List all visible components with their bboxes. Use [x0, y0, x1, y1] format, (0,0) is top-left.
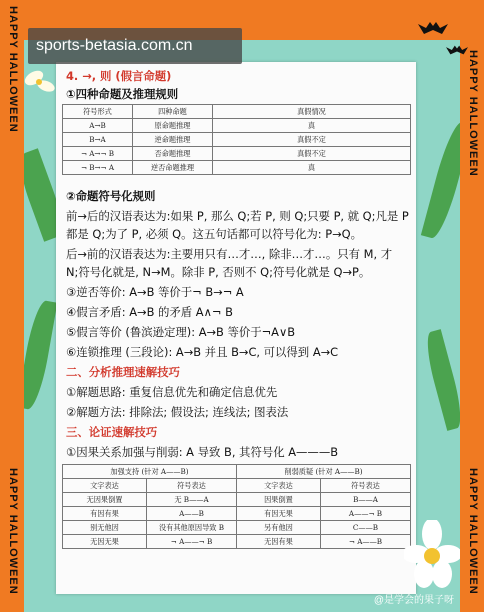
flower-icon [24, 66, 56, 100]
rule-item: ③逆否等价: A→B 等价于¬ B→¬ A [66, 285, 244, 299]
paragraph-line: N;符号化就是, N→M。除非 P, 否则不 Q;符号化就是 Q→P。 [66, 265, 371, 279]
table-group-header-row [63, 465, 411, 479]
section-heading: 二、分析推理速解技巧 [66, 365, 180, 379]
table-cell: 有因有果 [63, 507, 147, 521]
table-cell: 真 [213, 119, 411, 133]
table-cell: 真假不定 [213, 147, 411, 161]
table-header: 符号形式 [63, 105, 133, 119]
paragraph-line: 都是 Q;为了 P, 必须 Q。这五句话都可以符号化为: P→Q。 [66, 227, 363, 241]
table-cell: 逆否命题推理 [133, 161, 213, 175]
bat-icon [446, 44, 468, 56]
table-header: 真假情况 [213, 105, 411, 119]
table-cell: A——¬ B [321, 507, 411, 521]
side-text-right-top: HAPPY HALLOWEEN [467, 50, 479, 177]
list-item: ①因果关系加强与削弱: A 导致 B, 其符号化 A———B [66, 445, 339, 459]
subheading-four-propositions: ①四种命题及推理规则 [66, 87, 179, 101]
table-cell: 别无他因 [63, 521, 147, 535]
table-header: 四种命题 [133, 105, 213, 119]
table-cell: 无因果倒置 [63, 493, 147, 507]
table-cell: 无因有果 [237, 535, 321, 549]
notes-card [56, 62, 416, 594]
table-cell: 无 B——A [147, 493, 237, 507]
table-row [63, 161, 411, 175]
table-cell: 逆命题推理 [133, 133, 213, 147]
table-cell: A→B [63, 119, 133, 133]
table-cell: ¬ A→¬ B [63, 147, 133, 161]
rule-item: ④假言矛盾: A→B 的矛盾 A∧¬ B [66, 305, 233, 319]
table-group-header: 加强支持 (针对 A——B) [63, 465, 237, 479]
table-cell: 否命题推理 [133, 147, 213, 161]
table-header-row [63, 479, 411, 493]
section-title: 4. →, 则 (假言命题) [66, 69, 172, 83]
site-watermark: sports-betasia.com.cn [28, 28, 242, 64]
leaf-decoration [24, 299, 57, 411]
table-cell: 另有他因 [237, 521, 321, 535]
table-cell: 因果倒置 [237, 493, 321, 507]
table-cell: 真 [213, 161, 411, 175]
table-cell: 没有其他原因导致 B [147, 521, 237, 535]
table-row [63, 521, 411, 535]
table-row [63, 119, 411, 133]
table-header-row [63, 105, 411, 119]
author-credit: @是学会的果子呀 [373, 595, 454, 606]
section-heading: 三、论证速解技巧 [66, 425, 158, 439]
table-cell: 有因无果 [237, 507, 321, 521]
table-group-header: 削弱质疑 (针对 A——B) [237, 465, 411, 479]
table-cell: 无因无果 [63, 535, 147, 549]
causal-table [62, 464, 411, 549]
table-row [63, 535, 411, 549]
table-cell: 真假不定 [213, 133, 411, 147]
proposition-table [62, 104, 411, 175]
table-header: 符号表达 [321, 479, 411, 493]
leaf-decoration [421, 329, 460, 431]
table-row [63, 507, 411, 521]
side-text-top: HAPPY HALLOWEEN [7, 6, 19, 133]
table-cell: B→A [63, 133, 133, 147]
table-header: 文字表达 [63, 479, 147, 493]
leaf-decoration [421, 119, 460, 241]
table-cell: A——B [147, 507, 237, 521]
table-cell: ¬ A——B [321, 535, 411, 549]
table-row [63, 147, 411, 161]
table-row [63, 133, 411, 147]
list-item: ①解题思路: 重复信息优先和确定信息优先 [66, 385, 278, 399]
rule-item: ⑤假言等价 (鲁滨逊定理): A→B 等价于¬A∨B [66, 325, 296, 339]
side-text-bottom: HAPPY HALLOWEEN [7, 468, 19, 595]
paragraph-line: 后→前的汉语表达为:主要用只有…才…, 除非…才…。只有 M, 才 [66, 247, 393, 261]
flower-icon [404, 520, 460, 590]
table-cell: ¬ B→¬ A [63, 161, 133, 175]
list-item: ②解题方法: 排除法; 假设法; 连线法; 图表法 [66, 405, 289, 419]
rule-item: ⑥连锁推理 (三段论): A→B 并且 B→C, 可以得到 A→C [66, 345, 339, 359]
table-header: 符号表达 [147, 479, 237, 493]
paragraph-line: 前→后的汉语表达为:如果 P, 那么 Q;若 P, 则 Q;只要 P, 就 Q;凡是 P [66, 209, 409, 223]
right-frame [460, 0, 484, 612]
table-row [63, 493, 411, 507]
table-cell: C——B [321, 521, 411, 535]
side-text-right-bottom: HAPPY HALLOWEEN [467, 468, 479, 595]
table-cell: B——A [321, 493, 411, 507]
table-cell: 原命题推理 [133, 119, 213, 133]
table-cell: ¬ A——¬ B [147, 535, 237, 549]
left-frame [0, 0, 24, 612]
table-header: 文字表达 [237, 479, 321, 493]
subheading-symbolization: ②命题符号化规则 [66, 189, 156, 203]
bat-icon [418, 20, 448, 36]
